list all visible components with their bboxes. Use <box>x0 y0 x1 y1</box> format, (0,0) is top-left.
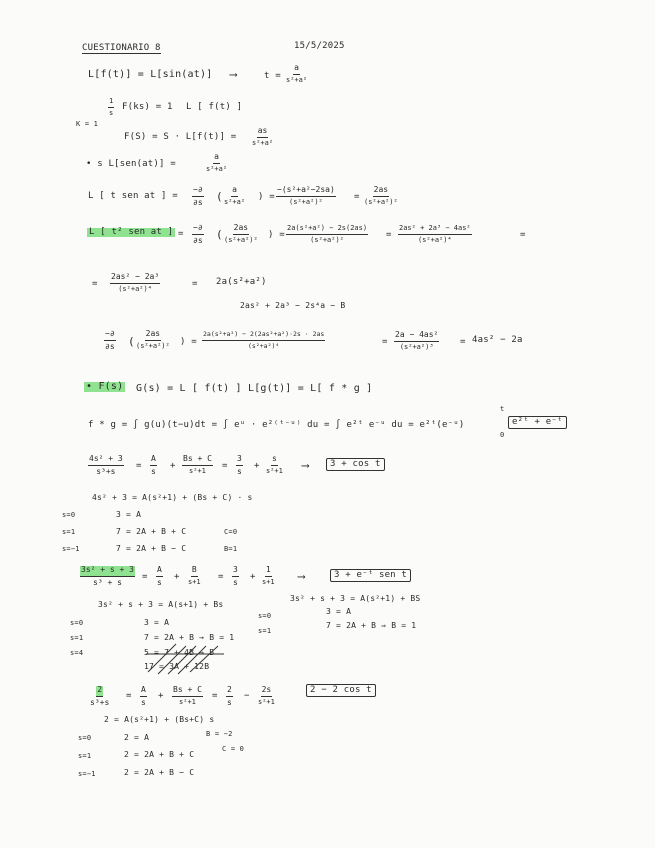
plus: + <box>174 572 180 582</box>
equals: = <box>222 461 228 471</box>
scaling-property: F(ks) = 1 <box>122 102 173 112</box>
fraction-2-over: $\frac{2}{\text{s³+s}}$ <box>90 685 110 707</box>
scaled-transform: F(S) = S · L[f(t)] = <box>124 132 237 142</box>
pf3-eq2: 2 = 2A + B − C <box>124 768 195 777</box>
pf2-right-expansion: 3s² + s + 3 = A(s²+1) + BS <box>290 594 421 603</box>
scaling-property-rhs: L [ f(t) ] <box>186 102 243 112</box>
upper-limit: t <box>500 405 505 413</box>
fraction-2-over-s: $\frac{2}{s}$ <box>227 685 232 707</box>
fraction-1-over: $\frac{1}{s+1}$ <box>262 565 275 586</box>
fraction-simplified: $\frac{\text{2as² + 2a³ − 4as²}}{\text{(s²+a²)⁴}}$ <box>399 224 471 244</box>
pf3-s1: s=1 <box>78 752 92 760</box>
pf2-expansion: 3s² + s + 3 = A(s+1) + Bs <box>98 600 224 609</box>
paren-close: ) = <box>258 192 275 202</box>
k-value: K = 1 <box>76 120 99 128</box>
fraction-2a-4as2: $\frac{\text{2a − 4as²}}{\text{(s²+a²)³}}$ <box>395 330 439 351</box>
fraction-3-over-s-2: $\frac{3}{s}$ <box>233 565 238 587</box>
equals: = <box>218 572 224 582</box>
fraction-Bs-C: $\frac{Bs + C}{\text{s²+1}}$ <box>183 454 212 475</box>
pf2-right-b: 7 = 2A + B ⇒ B = 1 <box>326 621 417 630</box>
pf3-s0: s=0 <box>78 734 92 742</box>
minus: − <box>244 691 250 701</box>
plus: + <box>170 461 176 471</box>
convolution-theorem: G(s) = L [ f(t) ] L[g(t)] = L[ f * g ] <box>136 383 373 394</box>
paren-close: ) = <box>268 230 285 240</box>
pf1-eq1: 7 = 2A + B + C <box>116 527 187 536</box>
pf3-s2: s=−1 <box>78 770 96 778</box>
plus: + <box>250 572 256 582</box>
highlight-convolution: • F(s) <box>86 381 124 392</box>
pf1-c-value: C=0 <box>224 528 238 536</box>
fraction-A-over-s: $\frac{A}{s}$ <box>151 454 156 476</box>
paren-open: ( <box>128 335 135 348</box>
fraction-quotient-rule: $\frac{\text{2a(s²+a²) − 2s(2as)}}{\text{(s²+a²)²}}$ <box>287 224 368 244</box>
pf3-result: 2 − 2 cos t <box>306 684 376 697</box>
equals: = <box>354 192 360 202</box>
pf1-s0: s=0 <box>62 511 76 519</box>
fraction-A-over-s-2: $\frac{A}{s}$ <box>157 565 162 587</box>
fraction-A-over-s-3: $\frac{A}{s}$ <box>141 685 146 707</box>
pf1-s2: s=−1 <box>62 545 80 553</box>
fraction-B-over: $\frac{B}{s+1}$ <box>188 565 201 586</box>
laplace-t-sen: L [ t sen at ] = <box>88 191 178 201</box>
fraction-long-derivative: $\frac{\text{2a(s²+a²) − 2(2as²+a²)·2s · 2as}}{\text{(s²+a²)⁴}}$ <box>203 330 325 350</box>
fraction-a-over: $\frac{a}{\text{s²+a²}}$ <box>286 63 308 84</box>
fraction-1-over-s: $\frac{1}{s}$ <box>109 97 114 117</box>
equals: = <box>192 279 198 289</box>
fraction-derivative-result: $\frac{\text{−(s²+a²−2sa)}}{\text{(s²+a²)²}}$ <box>277 185 335 206</box>
fraction-3-over-s: $\frac{3}{s}$ <box>237 454 242 476</box>
laplace-sin-def: L[f(t)] = L[sin(at)] <box>88 69 213 80</box>
convolution-integral: f * g = ∫ g(u)(t−u)dt = ∫ eᵘ · e²⁽ᵗ⁻ᵘ⁾ du = ∫ e²ᵗ e⁻ᵘ du = e²ᵗ(e⁻ᵘ) <box>88 420 465 430</box>
highlight-t2-sen: L [ t² sen at ] <box>89 227 174 237</box>
fraction-2as-2: $\frac{2as}{\text{(s²+a²)²}}$ <box>224 223 258 244</box>
equals: = <box>520 230 526 240</box>
fraction-2as: $\frac{2as}{\text{(s²+a²)²}}$ <box>364 185 398 206</box>
laplace-sen-at: • s L[sen(at)] = <box>86 159 176 169</box>
plus: + <box>254 461 260 471</box>
pf3-eq1: 2 = 2A + B + C <box>124 750 195 759</box>
arrow-icon: ⟶ <box>302 459 309 472</box>
derivative-op-2: −∂ ∂s <box>193 223 203 245</box>
page-title: CUESTIONARIO 8 <box>82 43 161 53</box>
pf2-right-a: 3 = A <box>326 607 352 616</box>
derivative-op-3: −∂ ∂s <box>105 329 115 351</box>
pf2-s2: s=4 <box>70 649 84 657</box>
pf3-eq0: 2 = A <box>124 733 150 742</box>
pf2-right-s1: s=1 <box>258 627 272 635</box>
page-date: 15/5/2025 <box>294 41 345 51</box>
equals: = <box>178 229 184 239</box>
plus: + <box>158 691 164 701</box>
fraction-2s-over: $\frac{2s}{\text{s²+1}}$ <box>258 685 275 706</box>
lower-limit: 0 <box>500 431 505 439</box>
paren-open: ( <box>216 228 223 241</box>
fraction-a-s2a2: $\frac{a}{\text{s²+a²}}$ <box>224 185 246 206</box>
fraction-as-over: $\frac{as}{\text{s²+a²}}$ <box>252 126 274 147</box>
pf2-result: 3 + e⁻ᵗ sen t <box>330 569 411 582</box>
pf2-eq3-crossed: 17 = 3A + 12B <box>144 662 210 671</box>
arrow-icon: ⟶ <box>298 570 305 583</box>
pf3-b-value: B = −2 <box>206 730 233 738</box>
paren-close: ) = <box>180 337 197 347</box>
pf1-b-value: B=1 <box>224 545 238 553</box>
equals: = <box>92 279 98 289</box>
scratch-expression: 2as² + 2a³ − 2s⁴a − B <box>240 301 346 310</box>
pf1-s1: s=1 <box>62 528 76 536</box>
equals: = <box>126 691 132 701</box>
equals: = <box>382 337 388 347</box>
pf2-s0: s=0 <box>70 619 84 627</box>
fraction-a-over-2: $\frac{a}{\text{s²+a²}}$ <box>206 152 228 173</box>
fraction-2as2-2a3: $\frac{\text{2as² − 2a³}}{\text{(s²+a²)⁴}}$ <box>111 272 160 293</box>
pf2-s1: s=1 <box>70 634 84 642</box>
pf1-eq2: 7 = 2A + B − C <box>116 544 187 553</box>
paren-open: ( <box>216 190 223 203</box>
factored-expression: 2a(s²+a²) <box>216 277 267 287</box>
pf3-expansion: 2 = A(s²+1) + (Bs+C) s <box>104 715 215 724</box>
convolution-result: e²ᵗ + e⁻ᵗ <box>508 416 567 429</box>
equals: = <box>136 461 142 471</box>
equals: = <box>142 572 148 582</box>
equals: = <box>212 691 218 701</box>
derivative-op: −∂ ∂s <box>193 185 203 207</box>
equals: = <box>386 230 392 240</box>
pf3-c-value: C = 0 <box>222 745 245 753</box>
fraction-Bs-C-2: $\frac{Bs + C}{\text{s²+1}}$ <box>173 685 202 706</box>
pf1-result: 3 + cos t <box>326 458 385 471</box>
derivative-result: 4as² − 2a <box>472 335 523 345</box>
pf2-eq0: 3 = A <box>144 618 170 627</box>
pf2-right-s0: s=0 <box>258 612 272 620</box>
t-equals: t = <box>264 71 281 81</box>
arrow-icon: ⟶ <box>230 68 237 81</box>
equals: = <box>460 337 466 347</box>
pf2-eq2-crossed: 5 = 7 + 4B → B <box>144 648 215 657</box>
pf1-expansion: 4s² + 3 = A(s²+1) + (Bs + C) · s <box>92 493 253 502</box>
pf2-eq1: 7 = 2A + B → B = 1 <box>144 633 235 642</box>
fraction-s-over: $\frac{s}{\text{s²+1}}$ <box>266 454 283 475</box>
fraction-4s2-3: $\frac{\text{4s² + 3}}{\text{s³+s}}$ <box>89 454 123 476</box>
fraction-3s2-s-3: $\frac{\text{3s² + s + 3}}{\text{s³ + s}}$ <box>81 565 134 587</box>
fraction-2as-3: $\frac{2as}{\text{(s²+a²)²}}$ <box>136 329 170 350</box>
pf1-eq0: 3 = A <box>116 510 142 519</box>
